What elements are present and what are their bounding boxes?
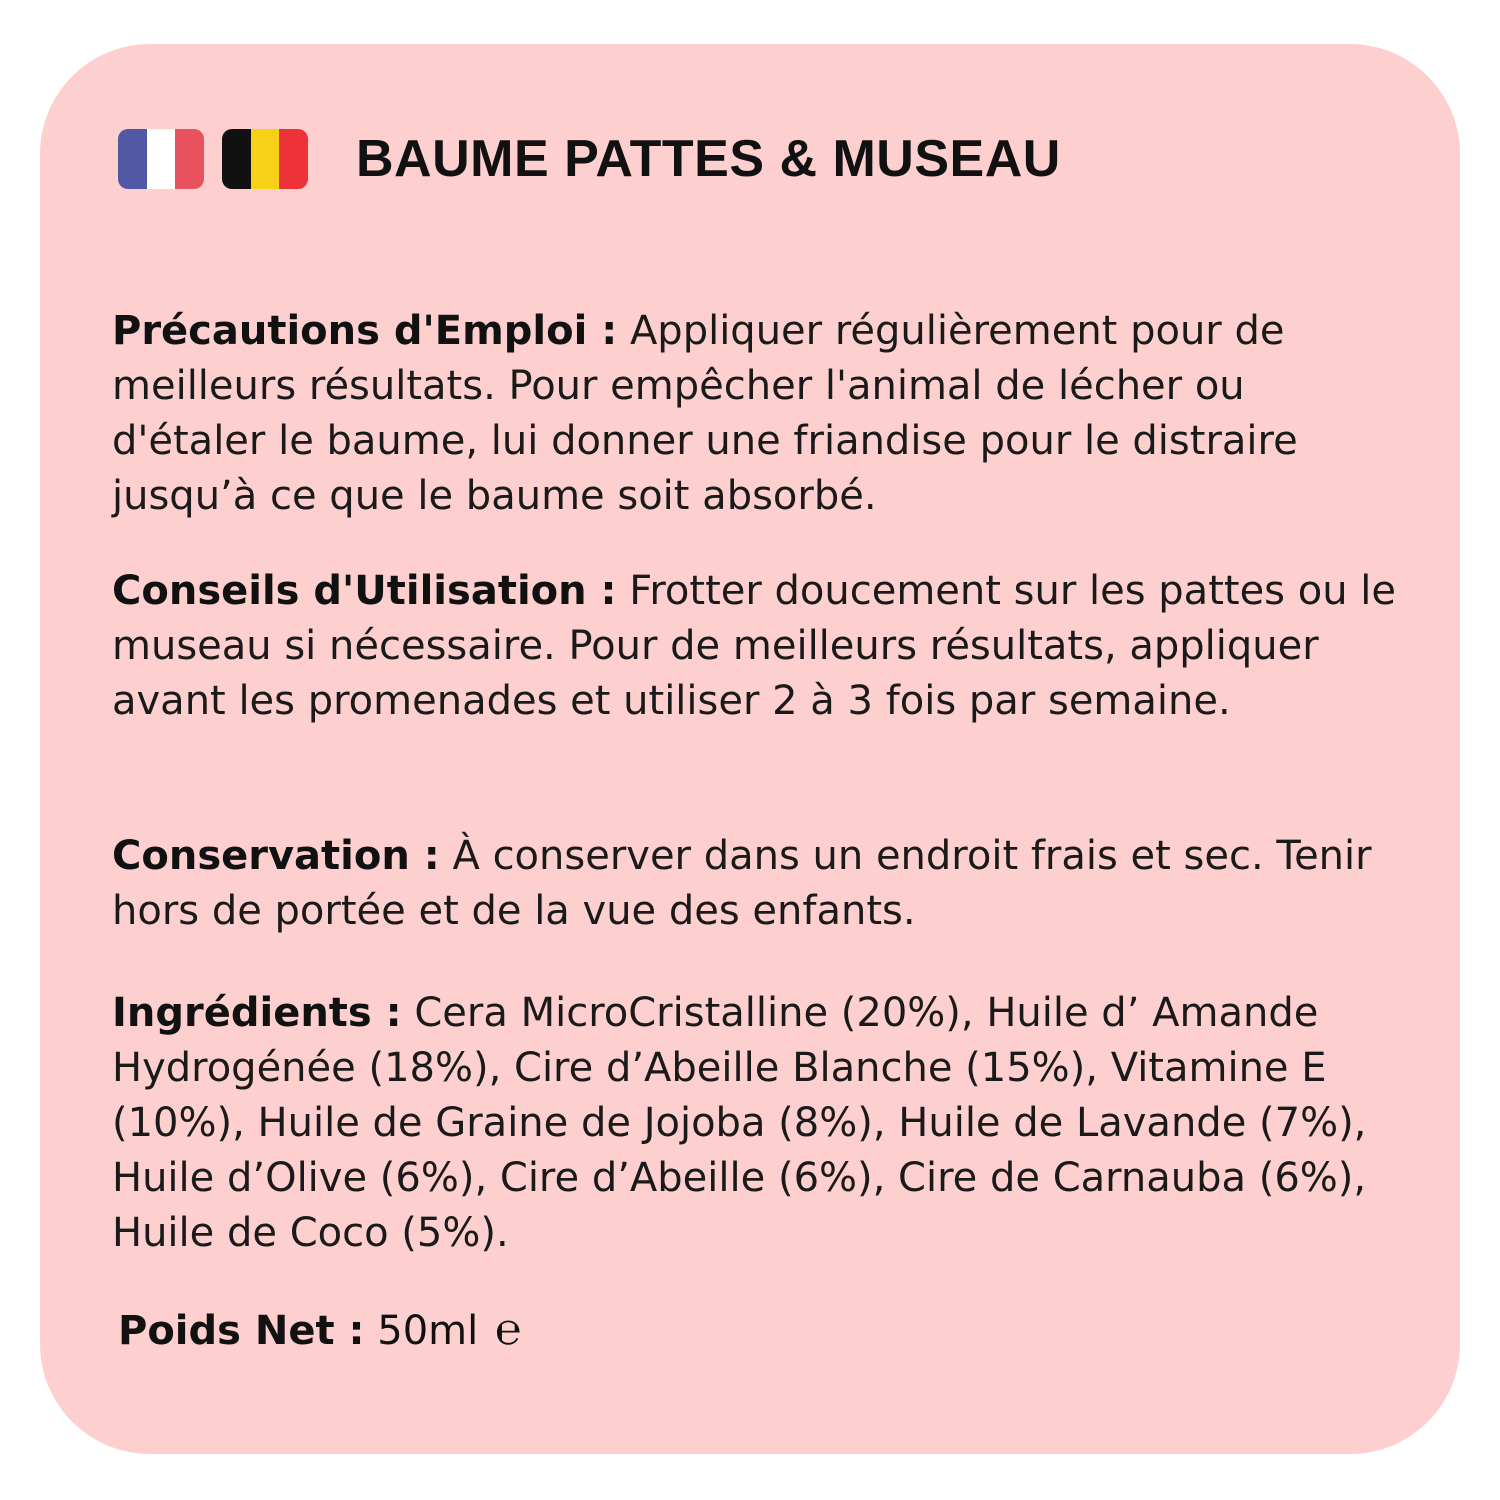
conseils-label: Conseils d'Utilisation : <box>112 568 617 614</box>
precautions-text: Appliquer régulièrement pour de meilleurs résultats. Pour empêcher l'animal de lécher ou d'étaler le baume, lui donner une friandise pour le distraire jusqu’à ce que le baume soit absorbé. <box>112 308 1298 519</box>
product-title: BAUME PATTES & MUSEAU <box>356 130 1061 188</box>
ingredients-section <box>112 986 1402 1261</box>
conseils-text: Frotter doucement sur les pattes ou le museau si nécessaire. Pour de meilleurs résultats, appliquer avant les promenades et utiliser 2 à 3 fois par semaine. <box>112 568 1396 724</box>
france-flag-icon <box>118 129 204 189</box>
ingredients-label: Ingrédients : <box>112 990 402 1036</box>
estimated-sign-icon: ℮ <box>494 1304 522 1355</box>
net-weight-value: 50ml <box>377 1308 479 1354</box>
precautions-label: Précautions d'Emploi : <box>112 308 618 354</box>
conservation-section <box>112 829 1402 939</box>
precautions-section <box>112 304 1402 524</box>
net-weight-label: Poids Net : <box>118 1308 365 1354</box>
conservation-label: Conservation : <box>112 833 440 879</box>
ingredients-text: Cera MicroCristalline (20%), Huile d’ Amande Hydrogénée (18%), Cire d’Abeille Blanche (15%), Vitamine E (10%), Huile de Graine de Jojoba (8%), Huile de Lavande (7%), Huile d’Olive (6%), Cire d’Abeille (6%), Cire de Carnauba (6%), Huile de Coco (5%). <box>112 990 1367 1256</box>
conservation-text: À conserver dans un endroit frais et sec. Tenir hors de portée et de la vue des enfants. <box>112 833 1372 934</box>
net-weight <box>118 1302 521 1359</box>
belgium-flag-icon <box>222 129 308 189</box>
header <box>118 128 1061 190</box>
conseils-section <box>112 564 1402 729</box>
